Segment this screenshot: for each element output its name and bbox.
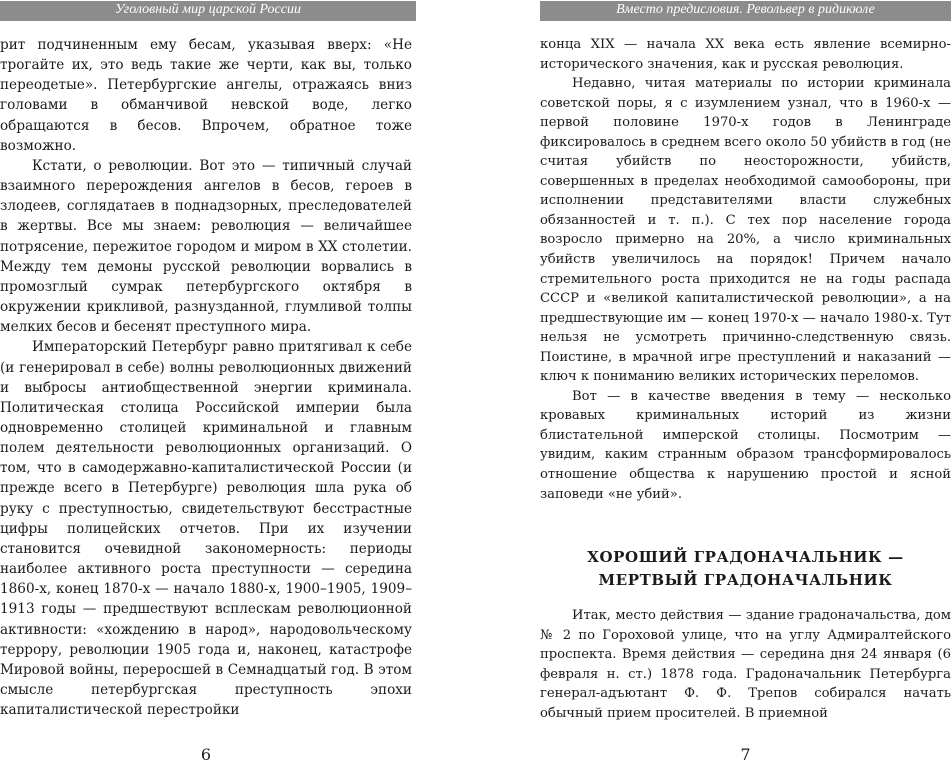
paragraph: Кстати, о революции. Вот это — типичный случай взаимного перерождения ангелов в бесов, героев в злодеев, соглядатаев в поднадзорных, преследователей в жертвы. Все мы знаем: революция — величайшее потрясение, пережитое городом и миром в XX столетии. Между тем демоны русской революции ворвались в промозглый сумрак петербургского октября в окружении крикливой, разнузданной, глумливой толпы мелких бесов и бесенят преступного мира. xyxy=(0,157,412,336)
right-page xyxy=(540,0,951,784)
running-head-left: Уголовный мир царской России xyxy=(0,1,416,21)
paragraph: Вот — в качестве введения в тему — несколько кровавых криминальных историй из жизни блистательной имперской столицы. Посмотрим — увидим, каким странным образом трансформировалось отношение общества к нарушению простой и ясной заповеди «не убий». xyxy=(540,388,951,502)
section-heading xyxy=(540,546,951,591)
paragraph: рит подчиненным ему бесам, указывая вверх: «Не трогайте их, это ведь такие же черти, как вы, только переодетые». Петербургские ангелы, отражаясь вниз головами в обманчивой невской воде, легко обращаются в бесов. Впрочем, обратное тоже возможно. xyxy=(0,37,412,154)
paragraph: конца XIX — начала XX века есть явление всемирно-исторического значения, как и русская революция. xyxy=(540,37,951,72)
left-page xyxy=(0,0,412,784)
section-heading-line: МЕРТВЫЙ ГРАДОНАЧАЛЬНИК xyxy=(598,570,893,589)
left-page-text xyxy=(0,35,412,720)
page-number-left: 6 xyxy=(200,745,212,764)
paragraph: Недавно, читая материалы по истории криминала советской поры, я с изумлением узнал, что в 1960-х — первой половине 1970-х годов в Ленинграде фиксировалось в среднем всего около 50 убийств в год (не считая убийств по неосторожности, убийств, совершенных в пределах необходимой самообороны, при исполнении представителями власти служебных обязанностей и т. п.). С тех пор население города возросло примерно на 20%, а число криминальных убийств увеличилось на порядок! Причем начало стремительного роста приходится не на годы распада СССР и «великой капиталистической революции», а на предшествующие им — конец 1970-х — начало 1980-х. Тут нельзя не усмотреть причинно-следственную связь. Поистине, в мрачной игре преступлений и наказаний — ключ к пониманию великих исторических переломов. xyxy=(540,76,951,385)
running-head-right: Вместо предисловия. Револьвер в ридикюле xyxy=(540,1,951,21)
section-heading-line: ХОРОШИЙ ГРАДОНАЧАЛЬНИК — xyxy=(587,548,904,567)
page-number-right: 7 xyxy=(740,745,751,764)
paragraph: Итак, место действия — здание градоначальства, дом № 2 по Гороховой улице, что на углу Адмиралтейского проспекта. Время действия — середина дня 24 января (6 февраля н. ст.) 1878 года. Градоначальник Петербурга генерал-адъютант Ф. Ф. Трепов собирался начать обычный прием просителей. В приемной xyxy=(540,608,951,721)
paragraph: Императорский Петербург равно притягивал к себе (и генерировал в себе) волны революционных движений и выбросы антиобщественной энергии криминала. Политическая столица Российской империи была одновременно столицей криминальной и главным полем деятельности революционных организаций. О том, что в самодержавно-капиталистической России (и прежде всего в Петербурге) революция шла рука об руку с преступностью, свидетельствуют бесстрастные цифры полицейских отчетов. При их изучении становится очевидной закономерность: периоды наиболее активного роста преступности — середина 1860-х, конец 1870-х — начало 1880-х, 1900–1905, 1909–1913 годы — предшествуют всплескам революционной активности: «хождению в народ», народовольческому террору, революции 1905 года и, наконец, катастрофе Мировой войны, переросшей в Семнадцатый год. В этом смысле петербургская преступность эпохи капиталистической перестройки xyxy=(0,339,412,719)
right-page-text xyxy=(540,35,951,723)
